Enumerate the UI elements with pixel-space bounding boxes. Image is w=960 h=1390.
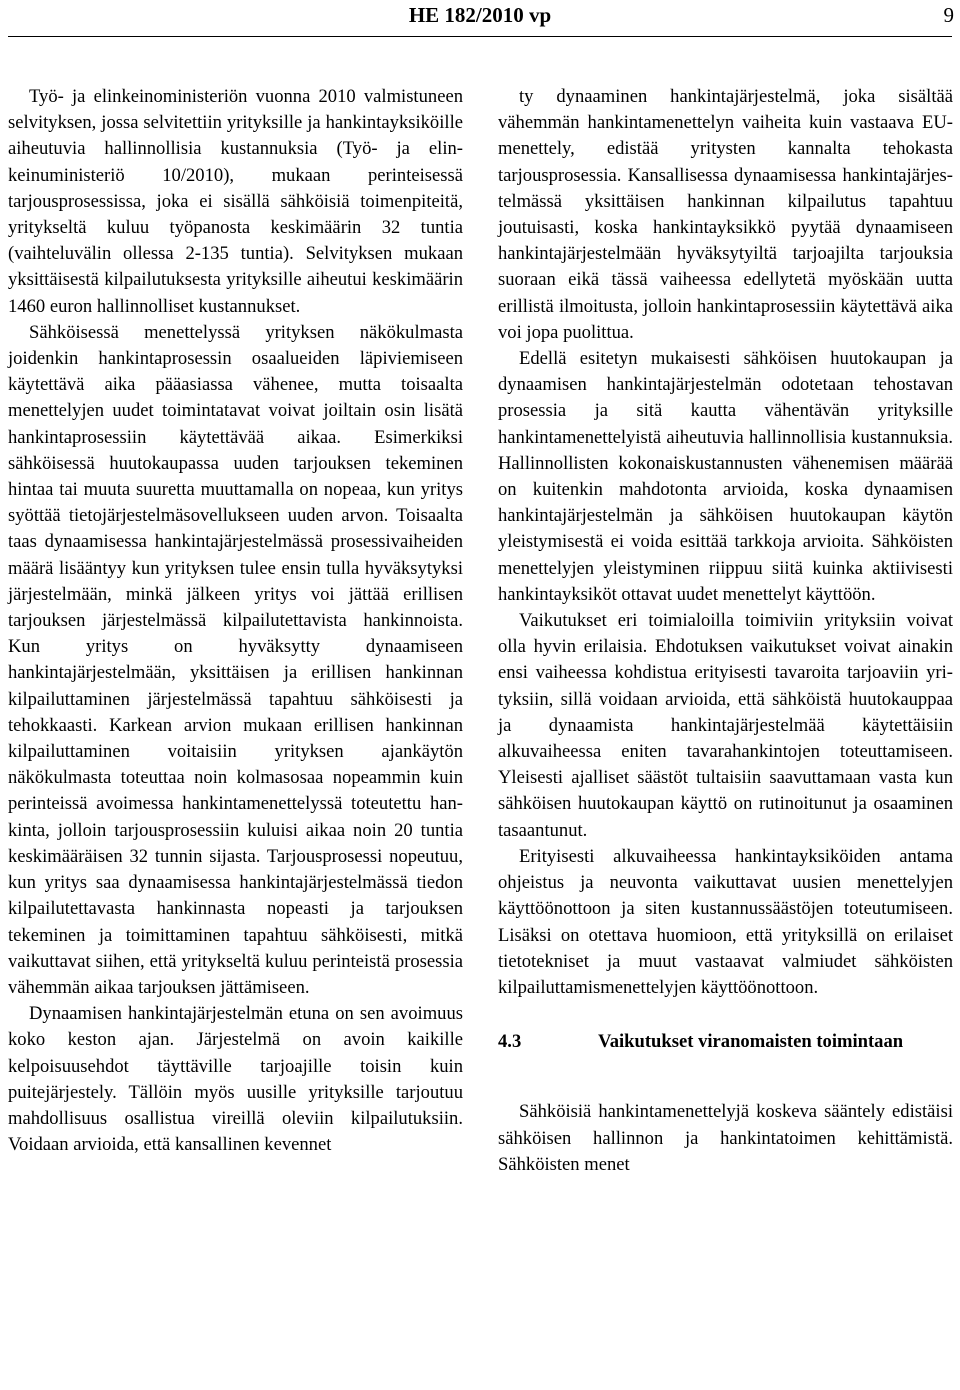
page-number: 9 — [943, 3, 954, 27]
section-number: 4.3 — [498, 1031, 522, 1053]
header-rule — [8, 36, 952, 37]
paragraph: Sähköisessä menettelyssä yrityksen näkökulmasta joidenkin hankintaprosessin osaalueiden läpiviemiseen käytettävä aika pääasiassa vähenee, mutta toisaalta menettelyjen uudet toimintatavat voivat joiltain osin lisätä hankintaprosessiin käytettävää aikaa. Esimerkiksi sähköisessä huutokaupassa uuden tarjouksen tekeminen hintaa tai muuta suuretta muuttamalla on nopeaa, kun yritys syöttää tietojärjestelmäsovellukseen uuden arvon. Toisaalta taas dynaamisessa hankintajärjestelmässä prosessivaiheiden määrä lisääntyy kun yrityksen tulee ensin tulla hyväksytyksi järjestelmään, minkä jälkeen yritys voi jättää erillisen tarjouksen järjestelmässä kilpailutettavista hankinnoista. Kun yritys on hyväksytty dynaamiseen hankintajärjestelmään, yksittäisen ja erillisen hankinnan kilpailuttaminen järjestelmässä tapahtuu sähköisesti ja tehokkaasti. Karkean arvion mukaan erillisen hankinnan kilpailuttaminen voitaisiin yrityksen ajankäytön näkökulmasta toteuttaa noin kolmasosaa nopeammin kuin perinteissä avoimessa hankintamenettelyssä toteutettu hankinta, jolloin tarjousprosessiin kuluisi aikaa noin 20 tuntia keskimääräisen 32 tunnin sijasta. Tarjousprosessi nopeutuu, kun yritys saa dynaamisessa hankintajärjestelmässä tiedon kilpailutettavasta hankinnasta nopeasti ja tarjouksen tekeminen ja toimittaminen tapahtuu sähköisesti, mitkä vaikuttavat siihen, että yritykseltä kuluu perinteistä prosessia vähemmän aikaa tarjouksen jättämiseen. — [8, 321, 463, 998]
document-id: HE 182/2010 vp — [408, 3, 552, 27]
right-column — [498, 84, 953, 1178]
paragraph: Vaikutukset eri toimialoilla toimiviin yrityksiin voivat olla hyvin erilaisia. Ehdotuksen vaikutukset voivat ainakin ensi vaiheessa kohdistua erityisesti tavaroita tarjoaviin yrityksiin, sillä voidaan arvioida, että sähköistä huutokauppaa ja dynaamista hankintajärjestelmää käytettäisiin alkuvaiheessa eniten tavarahankintojen toteuttamiseen. Yleisesti ajalliset säästöt tultaisiin saavuttamaan vasta kun sähköisen huutokaupan käyttö on rutinoitunut ja osaaminen tasaantunut. — [498, 610, 953, 841]
paragraph: Edellä esitetyn mukaisesti sähköisen huutokaupan ja dynaamisen hankintajärjestelmän odotetaan tehostavan prosessia ja sitä kautta vähentävän yrityksille hankintamenettelyistä aiheutuvia hallinnollisia kustannuksia. Hallinnollisten kokonaiskustannusten vähenemisen määrää on kuitenkin mahdotonta arvioida, koska dynaamisen hankintajärjestelmän ja sähköisen huutokaupan käytön yleistymisestä ei voida esittää tarkkoja arvioita. Sähköisten menettelyjen yleistyminen riippuu siitä kuinka aktiivisesti hankintayksiköt ottavat uudet menettelyt käyttöön. — [498, 348, 953, 605]
paragraph: Työ- ja elinkeinoministeriön vuonna 2010 valmistuneen selvityksen, jossa selvitettiin yrityksille ja hankintayksiköille aiheutuvia hallinnollisia kustannuksia (Työ- ja elinkeinuministeriö 10/2010), mukaan perinteisessä tarjousprosessissa, joka ei sisällä sähköisiä toimenpiteitä, yritykseltä kuluu työpanosta keskimäärin 32 tuntia (vaihteluvälin ollessa 2-135 tuntia). Selvityksen mukaan yksittäisestä kilpailutuksesta yrityksille aiheutui keskimäärin 1460 euron hallinnolliset kustannukset. — [8, 86, 463, 317]
left-column — [8, 84, 463, 1158]
paragraph: ty dynaaminen hankintajärjestelmä, joka sisältää vähemmän hankintamenettelyn vaiheita kuin vastaava EU-menettely, edistää yritysten kannalta tehokasta tarjousprosessia. Kansallisessa dynaamisessa hankintajärjestelmässä yksittäisen hankinnan kilpailutus tapahtuu joutuisasti, koska hankintayksikkö pyytää dynaamiseen hankintajärjestelmään hyväksytyiltä tarjoajilta tarjouksia suoraan eikä tässä vaiheessa edellytetä myöskään uutta erillistä ilmoitusta, jolloin hankintaprosessiin käytettävä aika voi jopa puolittua. — [498, 86, 953, 343]
paragraph: Dynaamisen hankintajärjestelmän etuna on sen avoimuus koko keston ajan. Järjestelmä on avoin kaikille kelpoisuusehdot täyttäville tarjoajille toisin kuin puitejärjestely. Tällöin myös uusille yrityksille tarjoutuu mahdollisuus osallistua vireillä oleviin kilpailutuksiin. Voidaan arvioida, että kansallinen kevennet — [8, 1003, 463, 1156]
page-header — [0, 0, 960, 36]
section-heading — [498, 1029, 953, 1055]
paragraph: Sähköisiä hankintamenettelyjä koskeva sääntely edistäisi sähköisen hallinnon ja hankintatoimen kehittämistä. Sähköisten menet — [498, 1101, 953, 1175]
section-title: Vaikutukset viranomaisten toimintaan — [598, 1031, 904, 1053]
paragraph: Erityisesti alkuvaiheessa hankintayksiköiden antama ohjeistus ja neuvonta vaikuttavat uusien menettelyjen käyttöönottoon ja siten kustannussäästöjen toteutumiseen. Lisäksi on otettava huomioon, että yrityksillä on erilaiset tietotekniset ja muut vastaavat valmiudet sähköisten kilpailuttamismenettelyjen käyttöönottoon. — [498, 845, 953, 998]
